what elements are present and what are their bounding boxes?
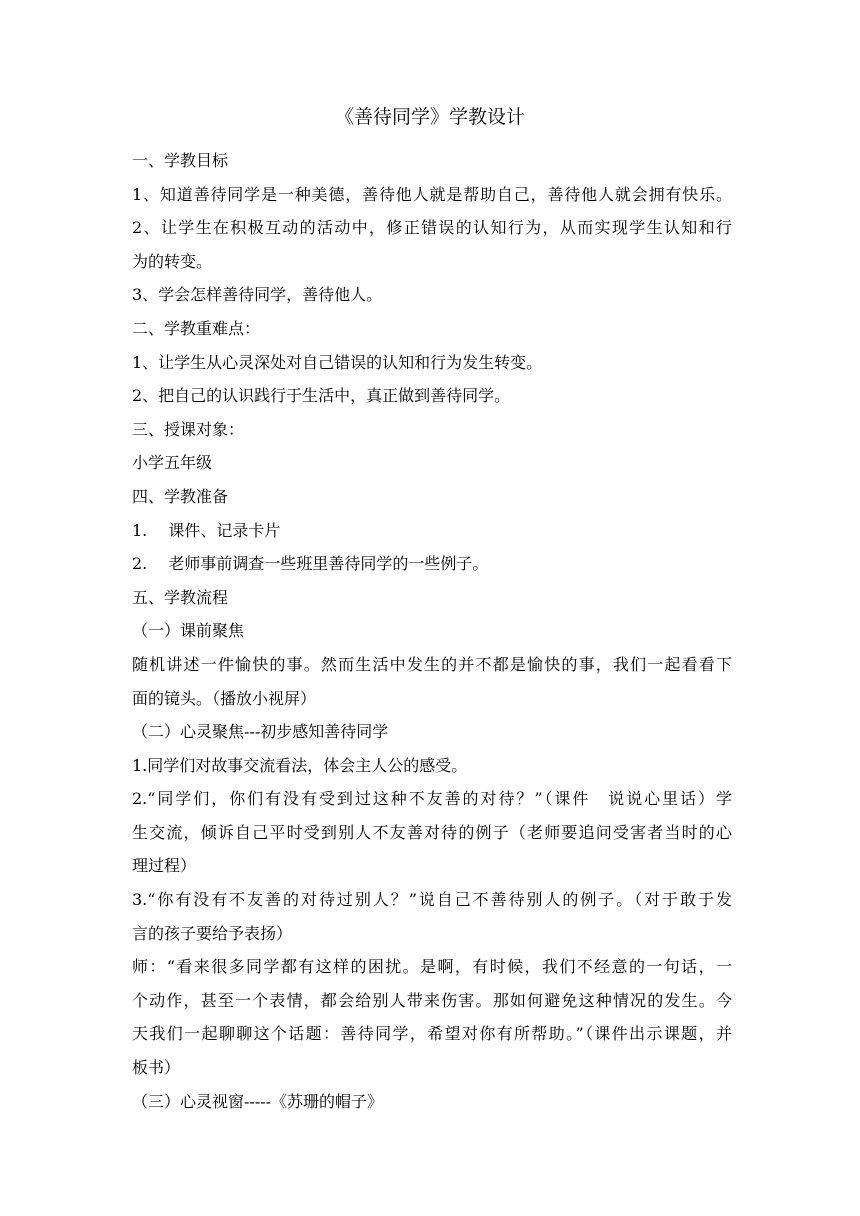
document-body (132, 144, 732, 1118)
text-line: （三）心灵视窗-----《苏珊的帽子》 (132, 1091, 384, 1111)
text-line: （一）课前聚焦 (132, 621, 245, 641)
text-line: （二）心灵聚焦---初步感知善待同学 (132, 722, 389, 742)
text-line: 2、让学生在积极互动的活动中，修正错误的认知行为，从而实现学生认知和行 (132, 218, 732, 238)
text-line: 言的孩子要给予表扬） (132, 923, 293, 943)
text-line: 2.“同学们，你们有没有受到过这种不友善的对待？”（课件 说说心里话）学 (132, 789, 732, 809)
text-line: 3.“你有没有不友善的对待过别人？”说自己不善待别人的例子。（对于敢于发 (132, 890, 732, 910)
text-line: 1.同学们对故事交流看法，体会主人公的感受。 (132, 755, 468, 775)
text-line: 1. 课件、记录卡片 (132, 520, 281, 540)
text-line: 板书） (132, 1058, 181, 1078)
text-line: 师：“看来很多同学都有这样的困扰。是啊，有时候，我们不经意的一句话，一 (132, 957, 732, 977)
text-line: 四、学教准备 (132, 486, 229, 506)
text-line: 天我们一起聊聊这个话题：善待同学，希望对你有所帮助。”（课件出示课题，并 (132, 1024, 732, 1044)
text-line: 1、让学生从心灵深处对自己错误的认知和行为发生转变。 (132, 352, 543, 372)
text-line: 3、学会怎样善待同学，善待他人。 (132, 285, 383, 305)
text-line: 生交流，倾诉自己平时受到别人不友善对待的例子（老师要追问受害者当时的心 (132, 822, 732, 842)
text-line: 五、学教流程 (132, 587, 229, 607)
text-line: 三、授课对象： (132, 419, 245, 439)
text-line: 小学五年级 (132, 453, 213, 473)
text-line: 2. 老师事前调查一些班里善待同学的一些例子。 (132, 554, 489, 574)
text-line: 个动作，甚至一个表情，都会给别人带来伤害。那如何避免这种情况的发生。今 (132, 990, 732, 1010)
document-title: 《善待同学》学教设计 (334, 106, 525, 128)
text-line: 为的转变。 (132, 251, 213, 271)
text-line: 1、知道善待同学是一种美德，善待他人就是帮助自己，善待他人就会拥有快乐。 (132, 184, 732, 204)
text-line: 随机讲述一件愉快的事。然而生活中发生的并不都是愉快的事，我们一起看看下 (132, 654, 732, 674)
text-line: 二、学教重难点： (132, 318, 261, 338)
text-line: 面的镜头。（播放小视屏） (132, 688, 317, 708)
text-line: 理过程） (132, 856, 197, 876)
text-line: 一、学教目标 (132, 151, 229, 170)
text-line: 2、把自己的认识践行于生活中，真正做到善待同学。 (132, 386, 511, 406)
